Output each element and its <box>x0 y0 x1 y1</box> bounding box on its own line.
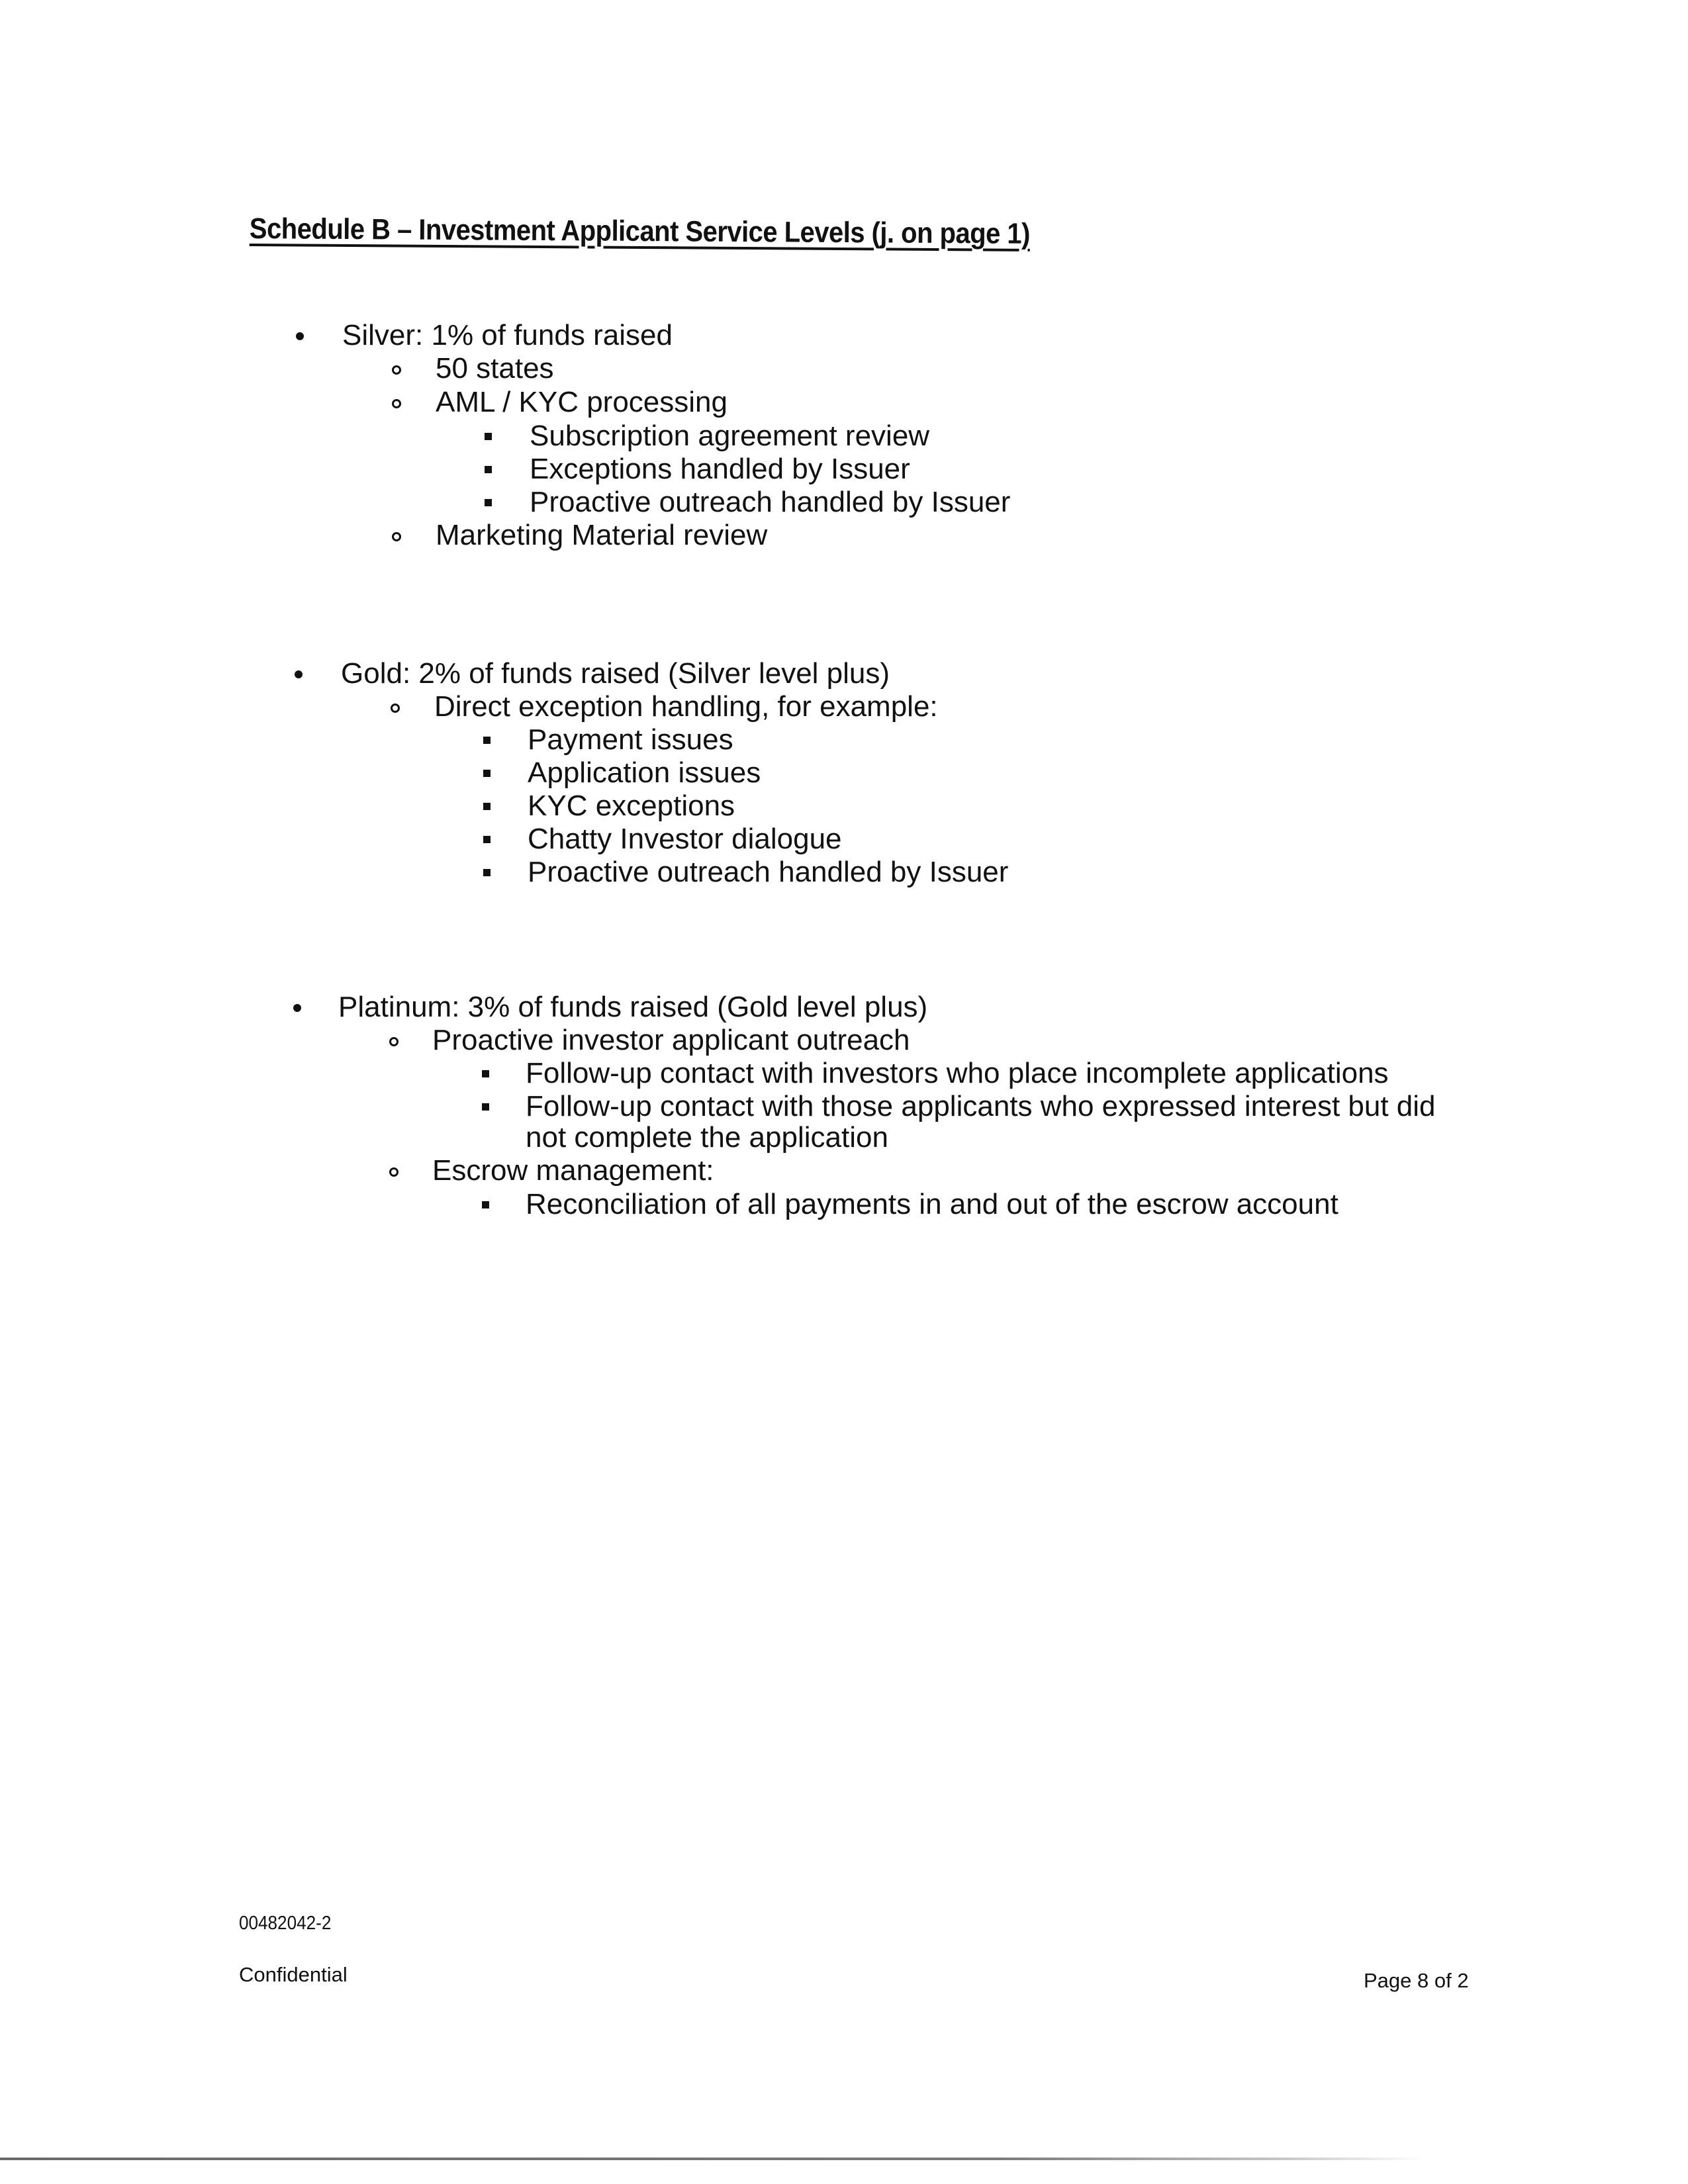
bottom-scan-edge-divider <box>0 2158 1423 2160</box>
square-bullet-icon <box>483 737 491 744</box>
gold-item-chatty: Chatty Investor dialogue <box>528 823 842 855</box>
circle-bullet-icon <box>392 399 401 408</box>
schedule-title: Schedule B – Investment Applicant Service Levels (j. on page 1) <box>249 212 1031 250</box>
gold-item-direct-exception: Direct exception handling, for example: <box>434 690 938 723</box>
square-bullet-icon <box>483 803 491 810</box>
square-bullet-icon <box>485 499 492 506</box>
silver-item-subscription: Subscription agreement review <box>530 420 930 452</box>
platinum-item-followup-interest: Follow-up contact with those applicants who expressed interest but did <box>526 1090 1436 1122</box>
silver-item-aml-kyc: AML / KYC processing <box>436 386 727 418</box>
platinum-item-escrow: Escrow management: <box>432 1154 714 1187</box>
circle-bullet-icon <box>389 1167 399 1177</box>
confidential-label: Confidential <box>239 1963 348 1986</box>
circle-bullet-icon <box>391 704 400 713</box>
gold-item-payment: Payment issues <box>528 723 733 756</box>
square-bullet-icon <box>482 1070 489 1077</box>
silver-item-states: 50 states <box>436 352 554 385</box>
gold-heading: Gold: 2% of funds raised (Silver level plus) <box>341 657 890 690</box>
circle-bullet-icon <box>389 1037 399 1046</box>
page-number: Page 8 of 2 <box>1364 1969 1469 1992</box>
square-bullet-icon <box>485 433 492 440</box>
platinum-item-followup-interest-cont: not complete the application <box>526 1121 888 1154</box>
silver-item-marketing: Marketing Material review <box>436 519 768 551</box>
square-bullet-icon <box>482 1201 489 1208</box>
platinum-item-proactive: Proactive investor applicant outreach <box>432 1024 910 1056</box>
gold-item-outreach: Proactive outreach handled by Issuer <box>528 856 1009 888</box>
circle-bullet-icon <box>392 365 401 375</box>
gold-item-application: Application issues <box>528 756 761 789</box>
disc-bullet-icon <box>293 1004 301 1012</box>
disc-bullet-icon <box>295 670 303 678</box>
gold-item-kyc: KYC exceptions <box>528 790 735 822</box>
square-bullet-icon <box>483 869 491 876</box>
square-bullet-icon <box>482 1103 489 1111</box>
platinum-heading: Platinum: 3% of funds raised (Gold level plus) <box>338 991 928 1023</box>
platinum-item-reconciliation: Reconciliation of all payments in and out of the escrow account <box>526 1188 1338 1220</box>
silver-item-outreach: Proactive outreach handled by Issuer <box>530 486 1011 518</box>
square-bullet-icon <box>483 836 491 843</box>
disc-bullet-icon <box>296 332 304 340</box>
circle-bullet-icon <box>392 532 401 541</box>
square-bullet-icon <box>485 466 492 473</box>
silver-item-exceptions: Exceptions handled by Issuer <box>530 453 910 485</box>
document-id: 00482042-2 <box>239 1913 332 1934</box>
platinum-item-followup-incomplete: Follow-up contact with investors who place incomplete applications <box>526 1057 1389 1089</box>
silver-heading: Silver: 1% of funds raised <box>342 319 673 351</box>
square-bullet-icon <box>483 770 491 777</box>
